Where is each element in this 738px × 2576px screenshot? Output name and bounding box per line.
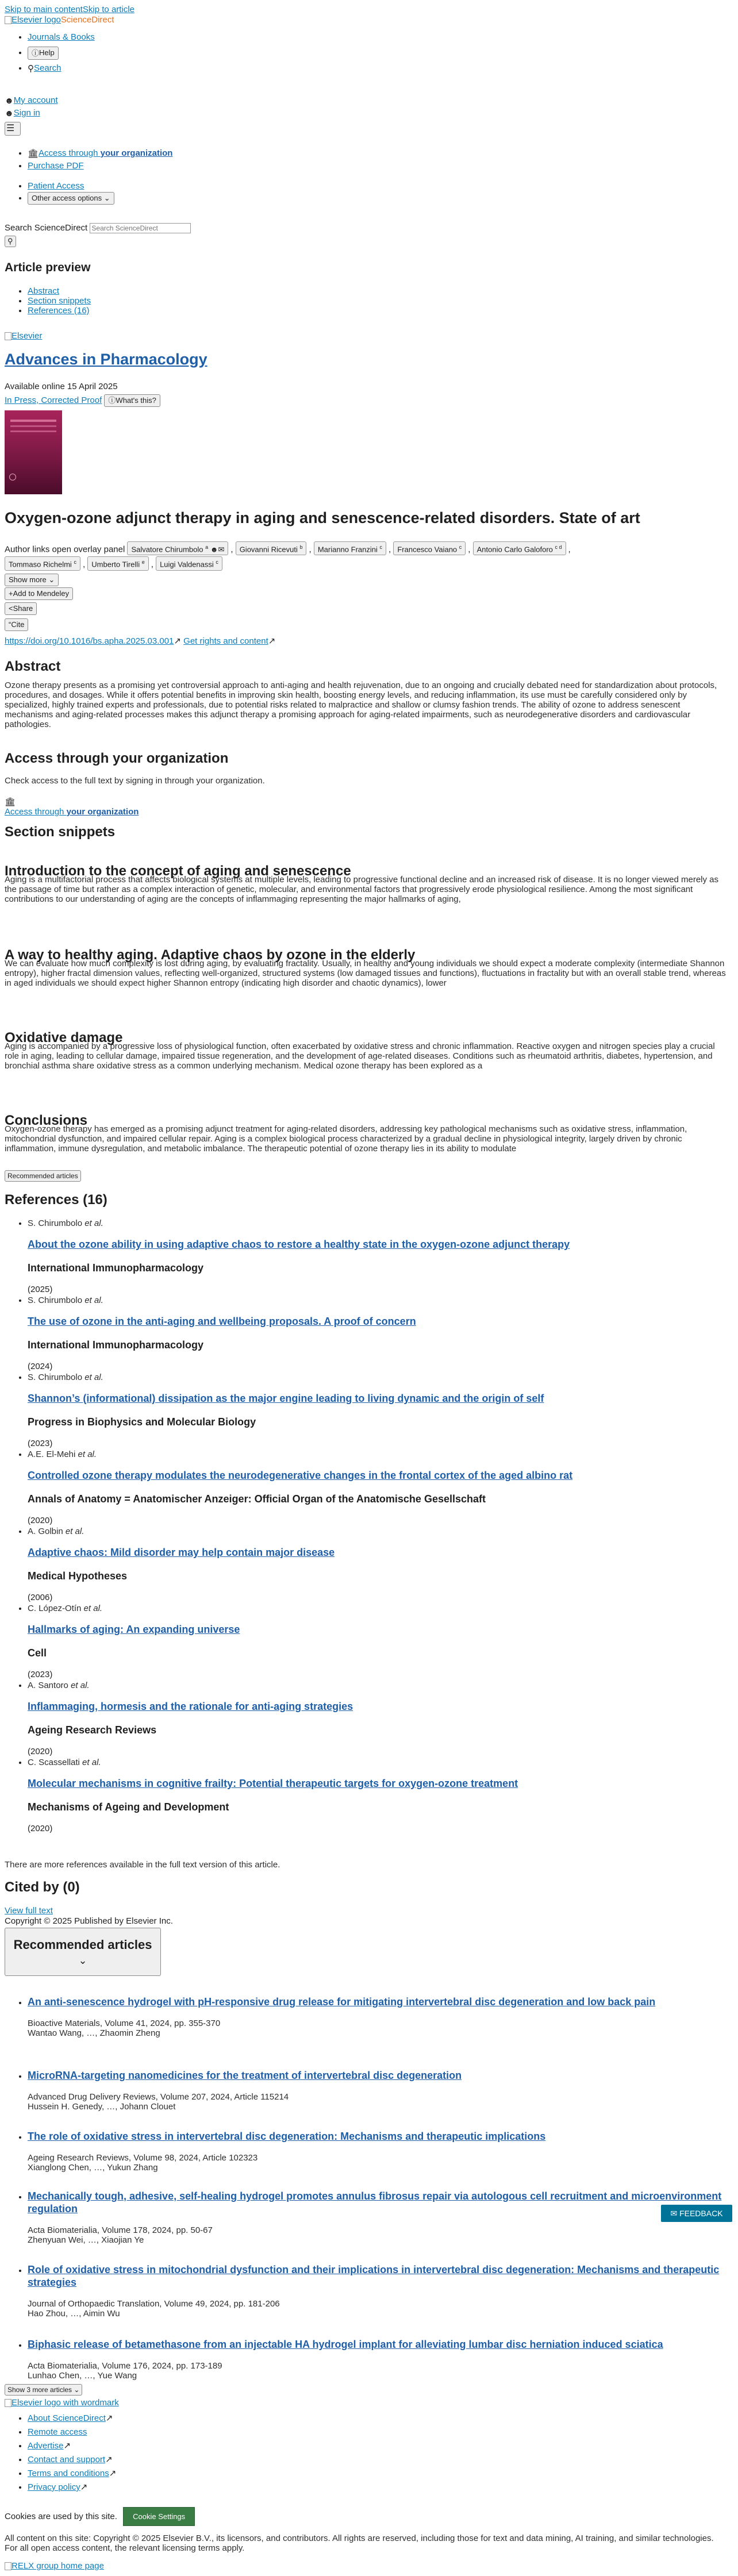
reference-title-link[interactable]: Shannon’s (informational) dissipation as the major engine leading to living dynamic and the origin of self (28, 1393, 544, 1404)
other-access-options-button[interactable]: Other access options ⌄ (28, 192, 114, 205)
author-separator: , (389, 544, 394, 555)
recommended-source: Acta Biomaterialia, Volume 176, 2024, pp. 173-189 (28, 2361, 222, 2371)
footer-link-privacy[interactable]: Privacy policy (28, 2482, 80, 2492)
recommended-item (28, 2069, 729, 2130)
author-list (5, 541, 694, 572)
external-link-icon: ↗ (105, 2455, 113, 2464)
access-section-link[interactable]: 🏛 Access through your organization (5, 797, 139, 817)
whats-this-button[interactable]: ⓘWhat's this? (104, 394, 160, 407)
reference-item (28, 1372, 735, 1450)
cover-stripe (10, 425, 56, 427)
author-button[interactable]: Luigi Valdenassi $^c$ (156, 556, 222, 570)
share-button[interactable]: <Share (5, 602, 37, 615)
recommended-title-link[interactable]: • Biphasic release of betamethasone from an injectable HA hydrogel implant for alleviating lumbar disc herniation induced sciatica (28, 2339, 663, 2350)
journal-cover-image[interactable] (5, 410, 62, 494)
reference-year: (2023) (28, 1439, 53, 1448)
reference-author: • C. Scassellati et al. (28, 1758, 101, 1767)
reference-author: • S. Chirumbolo et al. (28, 1372, 103, 1382)
reference-author: • S. Chirumbolo et al. (28, 1295, 103, 1305)
reference-title-link[interactable]: Hallmarks of aging: An expanding universe (28, 1624, 240, 1635)
access-org-link[interactable]: 🏛Access through your organization (28, 148, 173, 159)
help-button[interactable]: ⓘHelp (28, 47, 59, 60)
cover-stripe (10, 420, 56, 422)
chevron-down-icon: ⌄ (48, 575, 55, 584)
recommended-title-link[interactable]: • An anti-senescence hydrogel with pH-responsive drug release for mitigating intervertebral disc degeneration and low back pain (28, 1996, 656, 2008)
institution-icon: 🏛 (5, 797, 16, 808)
sign-in-link[interactable]: Sign in (13, 108, 40, 118)
abstract-heading: Abstract (5, 659, 61, 674)
snippet-title: Introduction to the concept of aging and senescence (5, 863, 351, 879)
author-separator: , (309, 544, 314, 555)
show-more-articles-button[interactable]: Show 3 more articles ⌄ (5, 2384, 82, 2396)
access-section-heading: Access through your organization (5, 751, 229, 766)
reference-journal: Annals of Anatomy = Anatomischer Anzeiger: Official Organ of the Anatomische Gesellschaft (28, 1493, 486, 1505)
recommended-authors: Zhenyuan Wei, …, Xiaojian Ye (28, 2235, 144, 2245)
search-icon: ⚲ (28, 63, 34, 74)
reference-author: • A. Golbin et al. (28, 1527, 84, 1536)
recommended-authors: Xianglong Chen, …, Yukun Zhang (28, 2163, 158, 2173)
external-link-icon: ↗ (268, 636, 276, 646)
snippet-text: Oxygen-ozone therapy has emerged as a promising adjunct treatment for aging-related disorders, addressing key pathological mechanisms such as oxidative stress, inflammation, mitochondrial dysfunction, and impaired cellular repair. Aging is a complex biological process characterized by a gradual decline in physiological integrity, largely driven by chronic inflammation, immune dysregulation, and metabolic imbalance. The therapeutic potential of ozone therapy lies in its ability to modulate (5, 1124, 687, 1154)
relx-logo[interactable]: RELX group home page (5, 2561, 104, 2571)
author-button[interactable]: Salvatore Chirumbolo $^a$ ☻✉ (127, 541, 228, 555)
recommended-source: Journal of Orthopaedic Translation, Volume 49, 2024, pp. 181-206 (28, 2299, 280, 2309)
snippet-text: Aging is a multifactorial process that affects biological systems at multiple levels, leading to progressive functional decline and an increased risk of disease. It is no longer viewed merely as the passage of time but rather as a complex interaction of genetic, molecular, and environmental factors that progressively erode physiological resilience. Among the most significant contributions to our understanding of aging are the concepts of inflammaging representing the major hallmarks of aging, (5, 875, 719, 904)
in-press-link[interactable]: In Press, Corrected Proof (5, 395, 102, 405)
recommended-item (28, 2130, 729, 2190)
cited-by-heading: Cited by (0) (5, 1879, 80, 1895)
recommended-item (28, 2190, 729, 2263)
author-separator: , (151, 559, 156, 570)
recommended-item (28, 2263, 729, 2338)
my-account-link[interactable]: My account (13, 95, 58, 105)
recommended-source: Bioactive Materials, Volume 41, 2024, pp. 355-370 (28, 2018, 221, 2028)
snippet-text: Aging is accompanied by a progressive loss of physiological function, often exacerbated by oxidative stress and chronic inflammation. Reactive oxygen and nitrogen species play a crucial role in aging, leading to cellular damage, impaired tissue regeneration, and the development of age-related diseases. Conditions such as rheumatoid arthritis, diabetes, hypertension, and bronchial asthma share oxidative stress as a common underlying mechanism. Medical ozone therapy has been explored as a (5, 1041, 715, 1071)
section-snippets-heading: Section snippets (5, 824, 116, 840)
reference-author: • A.E. El-Mehi et al. (28, 1450, 97, 1459)
recommended-title-link[interactable]: • MicroRNA-targeting nanomedicines for the treatment of intervertebral disc degeneration (28, 2070, 462, 2081)
recommended-title-link[interactable]: • The role of oxidative stress in intervertebral disc degeneration: Mechanisms and therapeutic implications (28, 2131, 546, 2142)
author-separator: , (230, 544, 236, 555)
user-icon: ☻ (5, 108, 14, 118)
cite-button[interactable]: “Cite (5, 618, 28, 631)
skip-to-article-link[interactable]: Skip to article (82, 5, 134, 14)
author-button[interactable]: Umberto Tirelli $^e$ (87, 556, 148, 570)
recommended-source: Acta Biomaterialia, Volume 178, 2024, pp. 50-67 (28, 2225, 213, 2235)
recommended-title-link[interactable]: • Mechanically tough, adhesive, self-healing hydrogel promotes annulus fibrosus repair via autologous cell recruitment and microenvironment regulation (28, 2190, 722, 2214)
recommended-source: Ageing Research Reviews, Volume 98, 2024, Article 102323 (28, 2153, 258, 2163)
patient-access-link[interactable]: Patient Access (28, 181, 84, 191)
recommended-heading: Recommended articles (13, 1937, 152, 1952)
reference-journal: Ageing Research Reviews (28, 1724, 157, 1736)
reference-journal: International Immunopharmacology (28, 1262, 204, 1274)
reference-item (28, 1758, 735, 1835)
reference-year: (2006) (28, 1593, 53, 1602)
toc-snippets-link[interactable]: Section snippets (28, 296, 91, 306)
reference-item (28, 1450, 735, 1527)
footer-copyright: All content on this site: Copyright © 2025 Elsevier B.V., its licensors, and contributors. All rights are reserved, including those for text and data mining, AI training, and similar technologies. For all open access content, the relevant licensing terms apply. (5, 2533, 714, 2553)
broken-image-icon (5, 16, 11, 24)
author-separator: , (568, 544, 571, 555)
author-button[interactable]: Francesco Vaiano $^c$ (393, 541, 466, 555)
reference-journal: Progress in Biophysics and Molecular Biology (28, 1416, 256, 1428)
feedback-icon: ✉ (670, 2209, 678, 2218)
copyright-notice: Copyright © 2025 Published by Elsevier Inc. (5, 1916, 173, 1926)
article-preview-heading: Article preview (5, 261, 91, 274)
footer-link-terms[interactable]: Terms and conditions (28, 2469, 109, 2478)
search-label: Search ScienceDirect (5, 223, 88, 233)
broken-image-icon (5, 332, 11, 340)
toc-references-link[interactable]: References (16) (28, 306, 90, 316)
search-icon: ⚲ (7, 237, 13, 245)
hamburger-icon: ☰ (6, 124, 15, 133)
broken-image-icon (5, 2562, 11, 2570)
reference-item (28, 1527, 735, 1604)
plus-icon: + (9, 589, 13, 598)
recommended-authors: Hao Zhou, …, Aimin Wu (28, 2309, 120, 2319)
reference-journal: Medical Hypotheses (28, 1570, 128, 1582)
reference-item (28, 1218, 735, 1295)
broken-image-icon (5, 2399, 11, 2407)
reference-item (28, 1681, 735, 1758)
reference-year: (2020) (28, 1824, 53, 1833)
reference-title-link[interactable]: The use of ozone in the anti-aging and wellbeing proposals. A proof of concern (28, 1316, 416, 1327)
recommended-authors: Hussein H. Genedy, …, Johann Clouet (28, 2102, 176, 2112)
available-online: Available online 15 April 2025 (5, 382, 118, 391)
external-link-icon: ↗ (174, 636, 181, 646)
journal-title-link[interactable]: Advances in Pharmacology (5, 351, 207, 368)
snippet-text: We can evaluate how much complexity is lost during aging, by evaluating fractality. Usually, in healthy and young individuals we should expect a moderate complexity (intermediate Shannon entropy), higher fractal dimension values, reflecting well-organized, structured systems (low damaged tissues and functions), fluctuations in fractality but with an overall stable trend, whereas in aged individuals we should expect higher Shannon entropy (indicating high disorder and chaotic dynamics), lower (5, 959, 726, 988)
recommended-source: Advanced Drug Delivery Reviews, Volume 207, 2024, Article 115214 (28, 2092, 289, 2102)
chevron-down-icon: ⌄ (103, 194, 110, 203)
email-icon: ✉ (218, 545, 225, 554)
search-input[interactable] (90, 223, 191, 233)
chevron-down-icon: ⌄ (74, 2386, 80, 2394)
cookies-text: Cookies are used by this site. (5, 2512, 117, 2521)
feedback-button[interactable]: ✉ FEEDBACK (661, 2205, 732, 2222)
reference-year: (2020) (28, 1516, 53, 1525)
reference-author: • C. López-Otín et al. (28, 1604, 103, 1613)
user-icon: ☻ (5, 95, 14, 106)
recommended-item (28, 2338, 729, 2410)
reference-item (28, 1604, 735, 1681)
external-link-icon: ↗ (80, 2482, 88, 2492)
purchase-pdf-link[interactable]: Purchase PDF (28, 161, 84, 171)
show-more-button[interactable]: Show more ⌄ (5, 574, 59, 586)
external-link-icon: ↗ (105, 2413, 113, 2423)
cover-stripe (10, 430, 56, 432)
author-list-label: Author links open overlay panel (5, 544, 125, 555)
access-section-text: Check access to the full text by signing in through your organization. (5, 776, 265, 786)
journals-books-link[interactable]: Journals & Books (28, 32, 95, 42)
publisher-logo[interactable]: Elsevier (5, 331, 42, 341)
references-heading: References (16) (5, 1192, 107, 1208)
footer-link-contact[interactable]: Contact and support (28, 2455, 106, 2464)
cover-emblem (9, 474, 16, 480)
share-icon: < (9, 604, 13, 613)
author-separator: , (82, 559, 88, 570)
author-separator: , (468, 544, 473, 555)
reference-year: (2024) (28, 1362, 53, 1371)
cookie-settings-button[interactable]: Cookie Settings (123, 2507, 195, 2526)
add-to-mendeley-button[interactable]: +Add to Mendeley (5, 587, 73, 600)
reference-journal: Mechanisms of Ageing and Development (28, 1801, 229, 1813)
toc-abstract-link[interactable]: Abstract (28, 286, 60, 296)
recommended-list (5, 1996, 729, 2410)
reference-title-link[interactable]: Inflammaging, hormesis and the rationale for anti-aging strategies (28, 1701, 353, 1712)
search-link[interactable]: Search (34, 63, 62, 73)
sciencedirect-brand[interactable]: ScienceDirect (60, 15, 114, 25)
reference-title-link[interactable]: Molecular mechanisms in cognitive frailty: Potential therapeutic targets for oxygen-ozone treatment (28, 1778, 518, 1789)
elsevier-logo[interactable]: Elsevier logo (5, 15, 61, 25)
recommended-authors: Lunhao Chen, …, Yue Wang (28, 2371, 137, 2381)
reference-author: • S. Chirumbolo et al. (28, 1218, 103, 1228)
reference-journal: International Immunopharmacology (28, 1339, 204, 1351)
snippet-title: A way to healthy aging. Adaptive chaos by ozone in the elderly (5, 947, 416, 963)
rights-link[interactable]: Get rights and content (183, 636, 268, 646)
reference-title-link[interactable]: Controlled ozone therapy modulates the neurodegenerative changes in the frontal cortex of the aged albino rat (28, 1470, 573, 1481)
reference-item (28, 1295, 735, 1372)
reference-title-link[interactable]: About the ozone ability in using adaptive chaos to restore a healthy state in the oxygen-ozone adjunct therapy (28, 1239, 570, 1250)
author-button[interactable]: Tommaso Richelmi $^c$ (5, 556, 80, 570)
external-link-icon: ↗ (109, 2469, 117, 2478)
reference-year: (2020) (28, 1747, 53, 1756)
reference-author: • A. Santoro et al. (28, 1681, 90, 1690)
menu-button[interactable] (5, 122, 21, 136)
external-link-icon: ↗ (63, 2441, 71, 2451)
quote-icon: “ (9, 620, 11, 629)
footer-link-advertise[interactable]: Advertise (28, 2441, 64, 2451)
reference-year: (2023) (28, 1670, 53, 1679)
recommended-item (28, 1996, 729, 2069)
reference-journal: Cell (28, 1647, 47, 1659)
chevron-down-icon: ⌄ (78, 1955, 87, 1966)
help-icon: ⓘ (32, 48, 40, 57)
recommended-articles-button[interactable]: Recommended articles (5, 1170, 81, 1182)
snippet-title: Conclusions (5, 1113, 88, 1128)
author-button[interactable]: Marianno Franzini $^c$ (314, 541, 386, 555)
skip-to-main-link[interactable]: Skip to main content (5, 5, 83, 14)
recommended-articles-toggle[interactable] (5, 1928, 161, 1976)
recommended-title-link[interactable]: • Role of oxidative stress in mitochondrial dysfunction and their implications in intervertebral disc degeneration: Mechanisms and therapeutic strategies (28, 2264, 720, 2288)
abstract-text: Ozone therapy presents as a promising yet controversial approach to anti-aging and health rejuvenation, due to an ongoing and crucially debated need for standardization about protocols, procedures, and dosages. While it offers potential benefits in improving skin health, boosting energy levels, and reducing inflammation, its use must be carefully considered only by specialized, highly trained experts and professionals, due to potential risks related to malpractice and shallow or clumsy fashion trends. The ability of ozone to address senescent mechanisms and aging-related processes makes this adjunct therapy a promising approach for aging-related impairments, such as neurodegenerative disorders and cardiovascular pathologies. (5, 680, 717, 729)
view-full-text-link[interactable]: View full text (5, 1906, 53, 1916)
footer-logo[interactable]: Elsevier logo with wordmark (5, 2398, 119, 2408)
footer-link-about[interactable]: About ScienceDirect (28, 2413, 106, 2423)
person-icon: ☻ (210, 545, 218, 554)
article-title: Oxygen-ozone adjunct therapy in aging and senescence-related disorders. State of art (5, 509, 640, 526)
reference-title-link[interactable]: Adaptive chaos: Mild disorder may help contain major disease (28, 1547, 335, 1558)
doi-link[interactable]: https://doi.org/10.1016/bs.apha.2025.03.001 (5, 636, 174, 646)
footer-link-remote-access[interactable]: Remote access (28, 2427, 87, 2437)
recommended-authors: Wantao Wang, …, Zhaomin Zheng (28, 2028, 160, 2038)
more-references-note: There are more references available in the full text version of this article. (5, 1860, 280, 1870)
reference-list (5, 1218, 735, 1835)
info-icon: ⓘ (108, 396, 116, 405)
author-button[interactable]: Giovanni Ricevuti $^b$ (236, 541, 307, 555)
snippet-title: Oxidative damage (5, 1030, 123, 1045)
reference-year: (2025) (28, 1285, 53, 1294)
search-submit-button[interactable] (5, 236, 16, 247)
institution-icon: 🏛 (28, 149, 39, 159)
author-button[interactable]: Antonio Carlo Galoforo $^{c d}$ (473, 541, 566, 555)
